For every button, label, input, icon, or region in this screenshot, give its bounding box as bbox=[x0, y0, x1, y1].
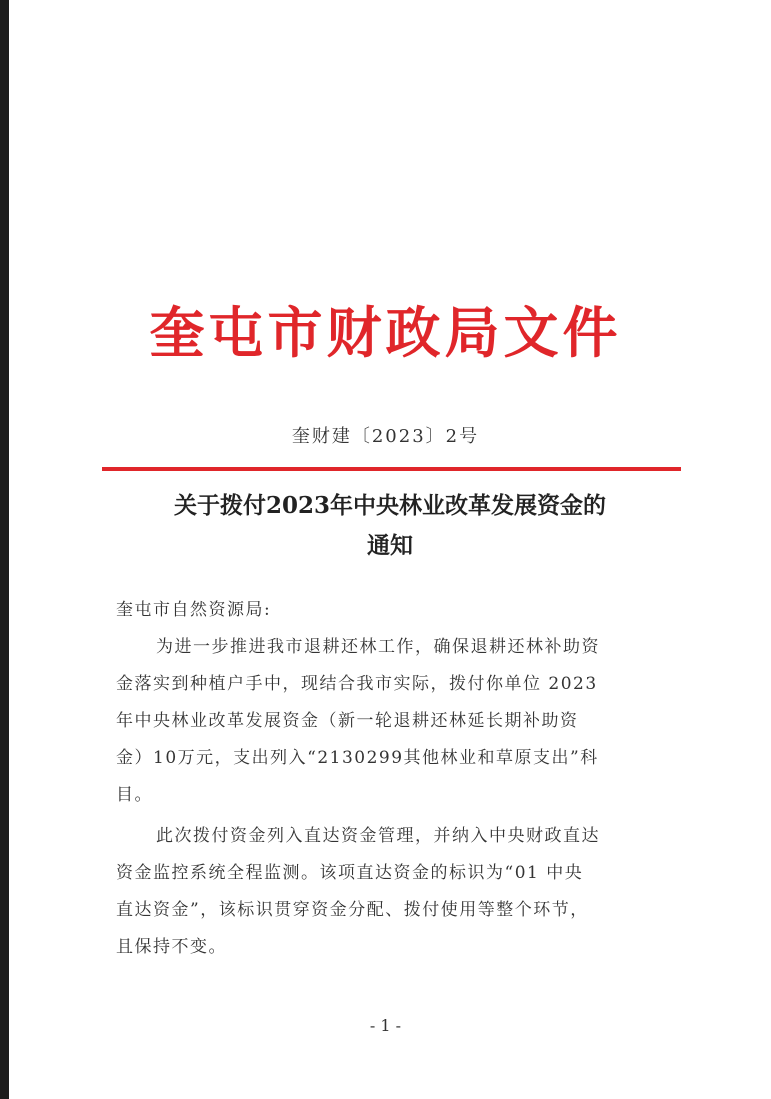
paragraph-1-line: 目。 bbox=[116, 785, 153, 805]
document-title bbox=[100, 486, 680, 566]
paragraph-2-line: 且保持不变。 bbox=[116, 937, 227, 957]
document-body bbox=[116, 592, 672, 966]
paragraph-1-line: 年中央林业改革发展资金（新一轮退耕还林延长期补助资 bbox=[116, 711, 579, 731]
document-title-line: 关于拨付2023年中央林业改革发展资金的 bbox=[173, 492, 606, 519]
issuing-agency-header: 奎屯市财政局文件 bbox=[149, 301, 622, 365]
red-divider-line bbox=[102, 467, 681, 471]
document-number: 奎财建〔2023〕2号 bbox=[291, 426, 480, 447]
paragraph-1-line: 为进一步推进我市退耕还林工作，确保退耕还林补助资 bbox=[156, 637, 600, 657]
document-title-line: 通知 bbox=[367, 532, 413, 559]
paragraph-2-line: 资金监控系统全程监测。该项直达资金的标识为“01 中央 bbox=[116, 863, 584, 883]
paragraph-2-line: 直达资金”，该标识贯穿资金分配、拨付使用等整个环节， bbox=[116, 900, 589, 920]
paragraph-1-line: 金）10万元，支出列入“2130299其他林业和草原支出”科 bbox=[116, 748, 599, 768]
page-number: - 1 - bbox=[369, 1016, 402, 1035]
paragraph-2-line: 此次拨付资金列入直达资金管理，并纳入中央财政直达 bbox=[156, 826, 600, 846]
addressee: 奎屯市自然资源局: bbox=[116, 600, 272, 620]
scan-edge bbox=[0, 0, 9, 1099]
paragraph-1-line: 金落实到种植户手中，现结合我市实际，拨付你单位 2023 bbox=[116, 674, 598, 694]
